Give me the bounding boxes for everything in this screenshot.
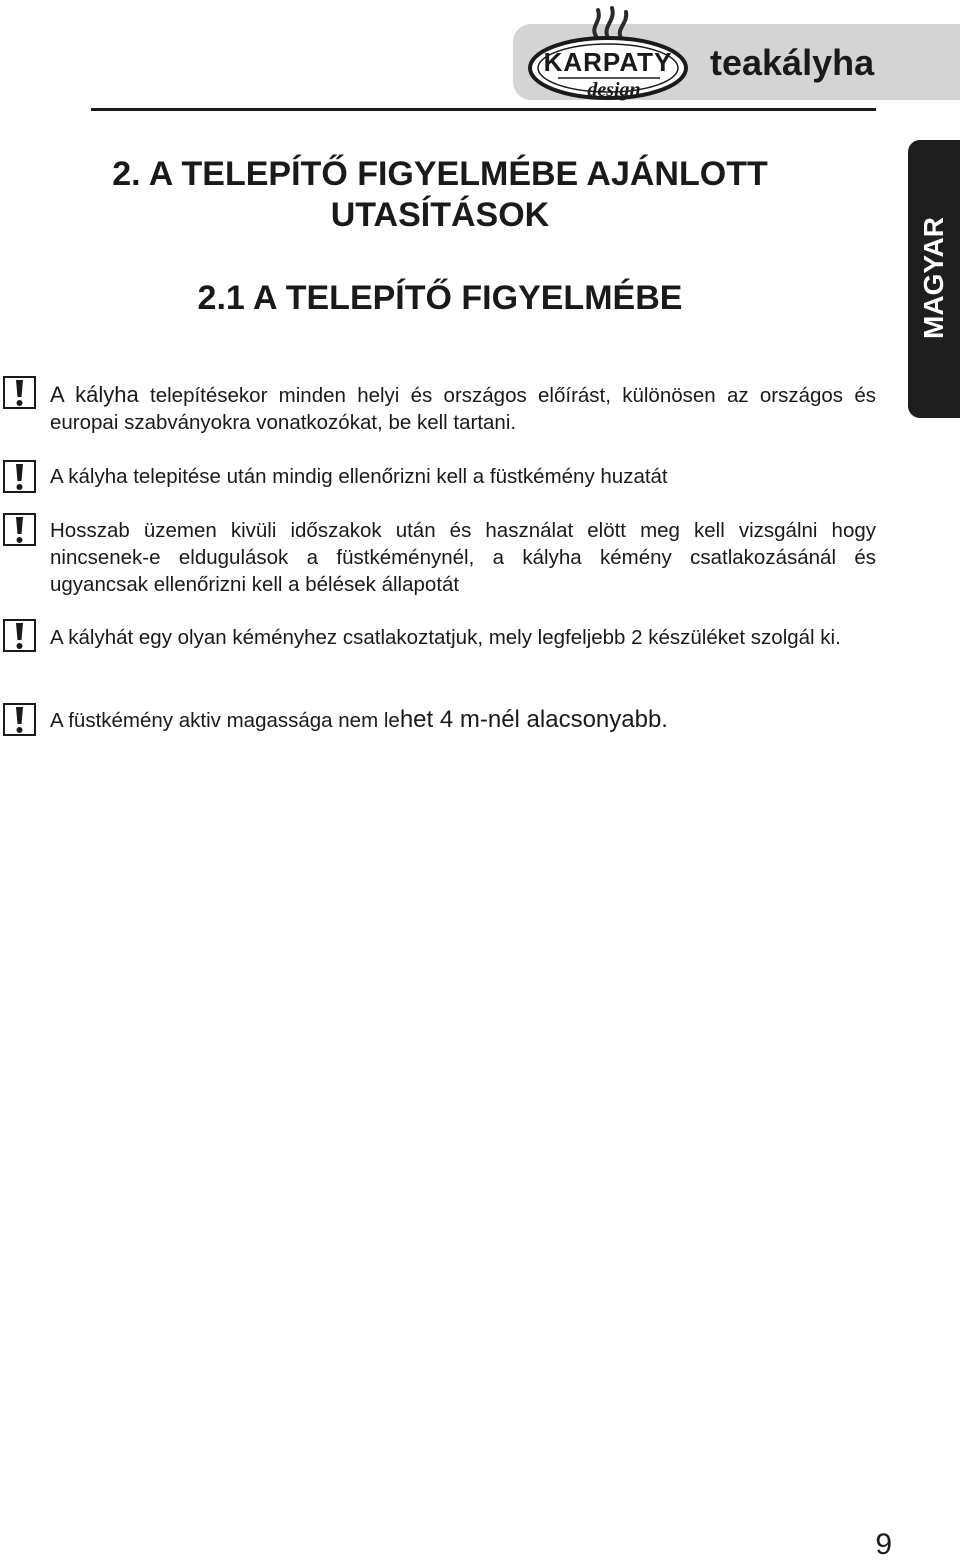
svg-text:KARPATY: KARPATY: [543, 47, 673, 77]
warning-item-chimney-connection: A kályhát egy olyan kéményhez csatlakoztatjuk, mely legfeljebb 2 készüléket szolgál ki.: [50, 626, 841, 649]
exclamation-box-icon: [3, 703, 36, 736]
item-body: telepítésekor minden helyi és országos előírást, különösen az országos és europai szabványokra vonatkozókat, be kell tartani.: [50, 384, 876, 434]
warning-item-local-regulations: [50, 381, 876, 436]
karpaty-design-logo: [528, 4, 692, 102]
svg-text:design: design: [587, 79, 641, 101]
exclamation-box-icon: [3, 619, 36, 652]
section-title-line1: 2. A TELEPÍTŐ FIGYELMÉBE AJÁNLOTT: [112, 155, 768, 193]
item-body-small: A füstkémény aktiv magassága nem le: [50, 709, 400, 732]
section-title-line2: UTASÍTÁSOK: [330, 196, 550, 234]
exclamation-box-icon: [3, 460, 36, 493]
language-tab: [908, 140, 960, 418]
item-body-large: het 4 m-nél alacsonyabb.: [399, 706, 668, 733]
header-title: teakályha: [710, 42, 875, 83]
page-number: 9: [875, 1528, 892, 1561]
exclamation-box-icon: [3, 376, 36, 409]
header-divider: [91, 108, 876, 111]
exclamation-box-icon: [3, 513, 36, 546]
item-lead: A kályha: [50, 382, 139, 407]
warning-item-inspection: Hosszab üzemen kivüli időszakok után és használat elött meg kell vizsgálni hogy nincsenek-e eldugulások a füstkéménynél, a kályha kémény csatlakozásánál és ugyancsak ellenőrizni kell a bélések állapotát: [50, 519, 876, 596]
subsection-title: 2.1 A TELEPÍTŐ FIGYELMÉBE: [197, 279, 683, 317]
section-title: [60, 154, 820, 236]
language-label: MAGYAR: [918, 217, 949, 339]
warning-item-chimney-height: [50, 706, 876, 734]
warning-item-chimney-draft: A kályha telepitése után mindig ellenőrizni kell a füstkémény huzatát: [50, 465, 668, 488]
